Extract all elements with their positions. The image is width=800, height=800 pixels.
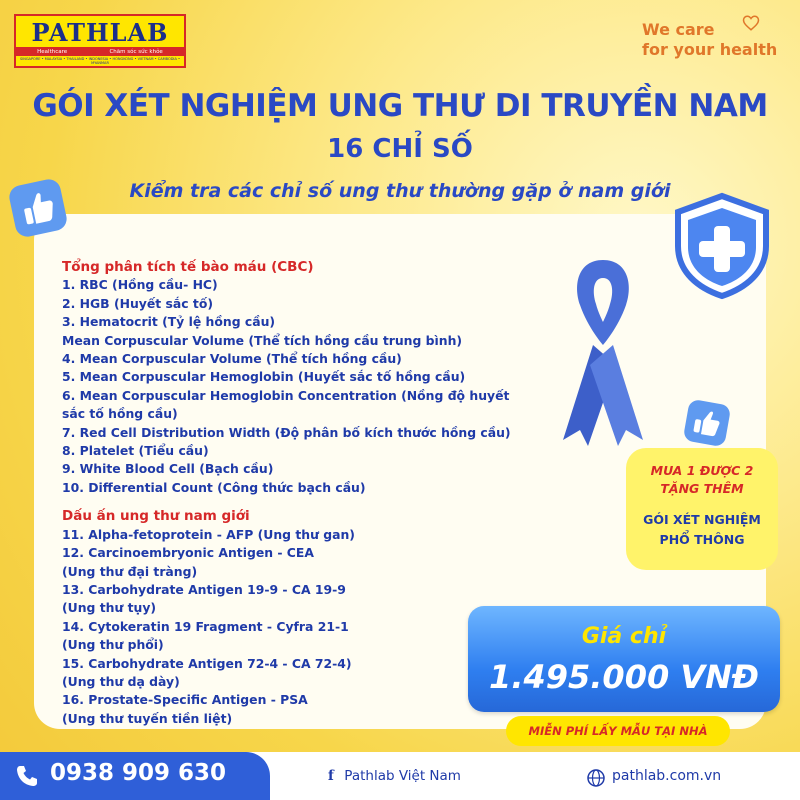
tagline: Kiểm tra các chỉ số ung thư thường gặp ở nam giới — [129, 180, 671, 202]
list-item: sắc tố hồng cầu) — [62, 406, 178, 422]
logo-sub-left: Healthcare — [37, 48, 68, 55]
globe-icon — [586, 768, 606, 788]
website-link[interactable] — [612, 768, 721, 784]
slogan-line1: We care — [642, 20, 715, 39]
list-item: 13. Carbohydrate Antigen 19-9 - CA 19-9 — [62, 581, 346, 597]
website-url: pathlab.com.vn — [612, 768, 722, 784]
shield-plus-icon — [666, 190, 778, 302]
list-item: 10. Differential Count (Công thức bạch cầu) — [62, 479, 366, 495]
facebook-icon: f — [328, 768, 334, 784]
list-item: 16. Prostate-Specific Antigen - PSA — [62, 692, 308, 708]
list-item: 12. Carcinoembryonic Antigen - CEA — [62, 545, 314, 561]
list-item: 14. Cytokeratin 19 Fragment - Cyfra 21-1 — [62, 618, 349, 634]
logo-subline — [16, 47, 184, 56]
list-item: 11. Alpha-fetoprotein - AFP (Ung thư gan) — [62, 526, 355, 542]
promo-bubble — [626, 448, 778, 570]
section-heading-markers: Dấu ấn ung thư nam giới — [62, 508, 250, 525]
page-subtitle: 16 CHỈ SỐ — [327, 134, 473, 164]
thumbs-up-icon — [8, 178, 68, 238]
list-item: (Ung thư tụy) — [62, 600, 157, 616]
list-item: 4. Mean Corpuscular Volume (Thể tích hồng cầu) — [62, 351, 402, 367]
slogan — [642, 20, 782, 60]
list-item: 1. RBC (Hồng cầu- HC) — [62, 277, 218, 293]
logo-countries: SINGAPORE • MALAYSIA • THAILAND • INDONESIA • HONGKONG • VIETNAM • CAMBODIA • MYANMAR — [19, 57, 181, 65]
pathlab-logo — [14, 14, 186, 68]
list-item: (Ung thư tuyến tiền liệt) — [62, 710, 233, 726]
promo-package — [626, 510, 778, 550]
logo-sub-right: Chăm sóc sức khỏe — [109, 48, 163, 55]
list-item: Mean Corpuscular Volume (Thể tích hồng cầu trung bình) — [62, 332, 463, 348]
test-list — [62, 258, 532, 728]
section-spacer — [62, 497, 532, 507]
list-item: 5. Mean Corpuscular Hemoglobin (Huyết sắc tố hồng cầu) — [62, 369, 466, 385]
price-value: 1.495.000 VNĐ — [489, 658, 759, 696]
page-title: GÓI XÉT NGHIỆM UNG THƯ DI TRUYỀN NAM — [32, 88, 768, 124]
free-sampling-badge: MIỄN PHÍ LẤY MẪU TẠI NHÀ — [506, 716, 730, 746]
list-item: 9. White Blood Cell (Bạch cầu) — [62, 461, 274, 477]
list-item: (Ung thư dạ dày) — [62, 673, 180, 689]
promo-package-line1: GÓI XÉT NGHIỆM — [643, 512, 761, 527]
promo-offer-line1: MUA 1 ĐƯỢC 2 — [650, 463, 754, 478]
slogan-line2: for your health — [642, 40, 778, 59]
facebook-name: Pathlab Việt Nam — [344, 768, 461, 784]
heart-icon — [742, 14, 760, 32]
phone-button[interactable] — [0, 752, 270, 800]
list-item: 15. Carbohydrate Antigen 72-4 - CA 72-4) — [62, 655, 352, 671]
list-item: 7. Red Cell Distribution Width (Độ phân bố kích thước hồng cầu) — [62, 424, 511, 440]
phone-icon — [14, 763, 40, 789]
section-heading-cbc: Tổng phân tích tế bào máu (CBC) — [62, 259, 314, 275]
promo-offer — [626, 462, 778, 498]
list-item: 6. Mean Corpuscular Hemoglobin Concentration (Nồng độ huyết — [62, 387, 510, 403]
list-item: 2. HGB (Huyết sắc tố) — [62, 295, 214, 311]
thumbs-up-icon — [682, 398, 732, 448]
awareness-ribbon-icon — [548, 250, 658, 450]
list-item: 8. Platelet (Tiểu cầu) — [62, 443, 209, 459]
list-item: (Ung thư đại tràng) — [62, 563, 198, 579]
promo-package-line2: PHỔ THÔNG — [659, 532, 745, 547]
price-box — [468, 606, 780, 712]
logo-name: PATHLAB — [31, 18, 169, 47]
promo-offer-line2: TẶNG THÊM — [660, 481, 744, 496]
price-label: Giá chỉ — [581, 624, 667, 649]
list-item: (Ung thư phổi) — [62, 637, 164, 653]
facebook-link[interactable] — [328, 768, 461, 784]
phone-number: 0938 909 630 — [50, 760, 227, 786]
list-item: 3. Hematocrit (Tỷ lệ hồng cầu) — [62, 314, 276, 330]
